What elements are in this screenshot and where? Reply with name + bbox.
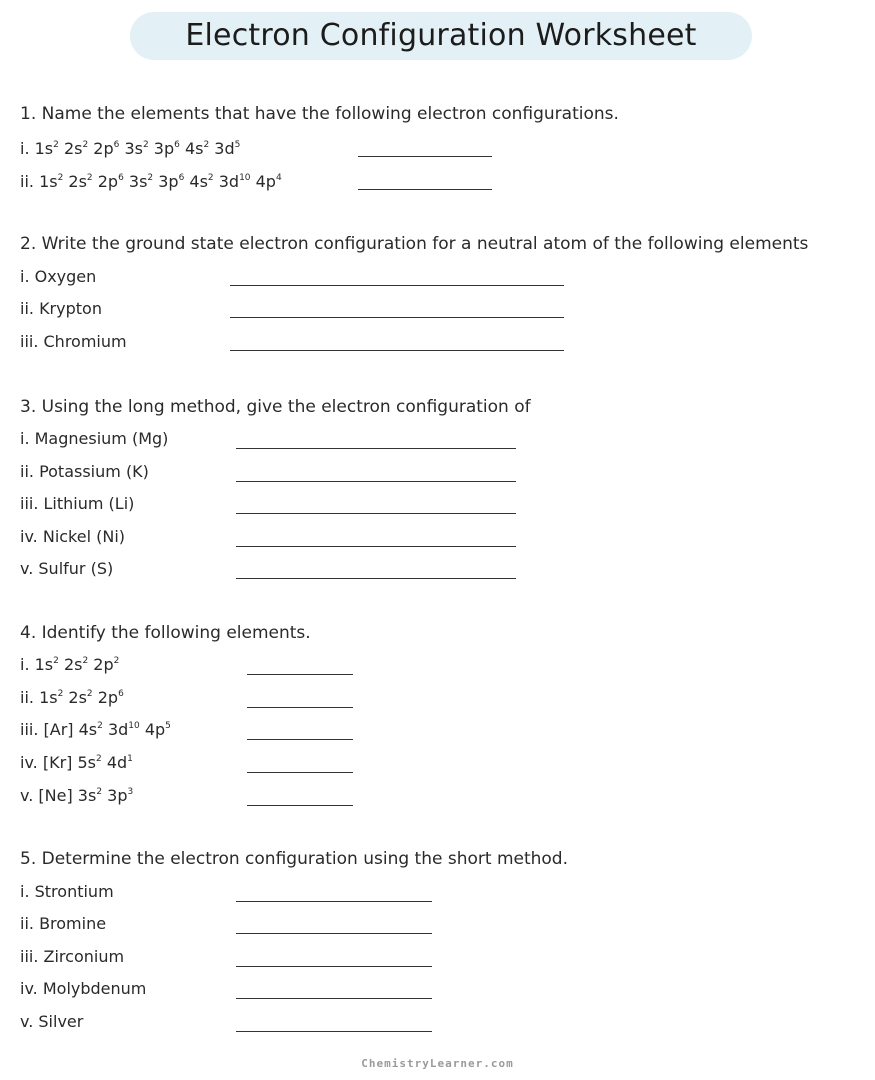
orbital-term: 4p xyxy=(250,172,276,191)
answer-blank[interactable] xyxy=(247,707,353,708)
electron-count: 2 xyxy=(53,655,59,666)
q4-item-5: v. [Ne] $3s^2$ $3p^3$ xyxy=(20,786,134,805)
q3-item-3: iii. Lithium (Li) xyxy=(20,494,135,513)
orbital-term: 2p xyxy=(88,139,114,158)
electron-count: 2 xyxy=(147,172,154,183)
q4-item-4: iv. [Kr] $5s^2$ $4d^1$ xyxy=(20,753,133,772)
q3-item-1: i. Magnesium (Mg) xyxy=(20,429,169,448)
answer-blank[interactable] xyxy=(236,481,516,482)
orbital-term: 2s xyxy=(58,139,83,158)
question-1-heading: 1. Name the elements that have the following electron configurations. xyxy=(20,104,619,124)
orbital-term: 1s xyxy=(34,139,54,158)
q5-item-4: iv. Molybdenum xyxy=(20,979,147,998)
question-5-heading: 5. Determine the electron configuration using the short method. xyxy=(20,849,569,869)
answer-blank[interactable] xyxy=(247,739,353,740)
q4-item-4-config xyxy=(43,753,133,772)
orbital-term: 4s xyxy=(184,172,208,191)
q5-item-1: i. Strontium xyxy=(20,882,114,901)
electron-count: 6 xyxy=(118,172,124,183)
orbital-term: 3d xyxy=(102,720,129,739)
electron-count: 2 xyxy=(96,786,103,797)
page-title: Electron Configuration Worksheet xyxy=(185,18,697,53)
orbital-term: 3s xyxy=(119,139,143,158)
electron-count: 6 xyxy=(174,139,180,150)
q1-item-2-config xyxy=(39,172,282,191)
orbital-term: 2s xyxy=(63,688,87,707)
answer-blank[interactable] xyxy=(230,317,564,318)
answer-blank[interactable] xyxy=(236,513,516,514)
electron-count: 2 xyxy=(53,139,59,150)
q1-item-1-config xyxy=(35,139,241,158)
q1-item-1: i. $1s^2$ $2s^2$ $2p^6$ $3s^2$ $3p^6$ $4s^2$ $3d^5$ xyxy=(20,139,241,158)
orbital-term: 4p xyxy=(139,720,166,739)
q4-item-3-config xyxy=(44,720,171,739)
electron-count: 4 xyxy=(275,172,282,183)
q3-item-5: v. Sulfur (S) xyxy=(20,559,114,578)
orbital-term: 1s xyxy=(39,172,58,191)
answer-blank[interactable] xyxy=(247,772,353,773)
answer-blank[interactable] xyxy=(247,674,353,675)
q2-item-2: ii. Krypton xyxy=(20,299,102,318)
answer-blank[interactable] xyxy=(236,448,516,449)
answer-blank[interactable] xyxy=(236,546,516,547)
electron-count: 2 xyxy=(57,172,64,183)
orbital-term: [Ne] 3s xyxy=(38,786,97,805)
orbital-term: 3p xyxy=(153,172,179,191)
electron-count: 10 xyxy=(239,172,251,183)
q5-item-5: v. Silver xyxy=(20,1012,84,1031)
electron-count: 5 xyxy=(165,720,171,731)
orbital-term: [Kr] 5s xyxy=(42,753,96,772)
electron-count: 2 xyxy=(86,172,93,183)
q3-item-4: iv. Nickel (Ni) xyxy=(20,527,126,546)
q2-item-1: i. Oxygen xyxy=(20,267,97,286)
q1-item-2: ii. $1s^2$ $2s^2$ $2p^6$ $3s^2$ $3p^6$ $4s^2$ $3d^{10}$ $4p^4$ xyxy=(20,172,282,191)
answer-blank[interactable] xyxy=(230,350,564,351)
electron-count: 3 xyxy=(127,786,134,797)
question-3-heading: 3. Using the long method, give the electron configuration of xyxy=(20,397,531,417)
answer-blank[interactable] xyxy=(236,966,432,967)
q4-item-3: iii. [Ar] $4s^2$ $3d^{10}$ $4p^5$ xyxy=(20,720,171,739)
q4-item-1: i. $1s^2$ $2s^2$ $2p^2$ xyxy=(20,655,120,674)
electron-count: 10 xyxy=(128,720,140,731)
q4-item-1-config xyxy=(35,655,120,674)
orbital-term: 1s xyxy=(34,655,54,674)
electron-count: 2 xyxy=(142,139,149,150)
electron-count: 2 xyxy=(113,655,120,666)
q4-item-2-config xyxy=(39,688,124,707)
electron-count: 2 xyxy=(203,139,210,150)
orbital-term: 2s xyxy=(63,172,87,191)
orbital-term: 3p xyxy=(102,786,128,805)
electron-count: 2 xyxy=(86,688,93,699)
electron-count: 1 xyxy=(127,753,133,764)
orbital-term: 4d xyxy=(101,753,128,772)
electron-count: 2 xyxy=(82,655,89,666)
electron-count: 5 xyxy=(234,139,241,150)
orbital-term: 3s xyxy=(123,172,148,191)
q3-item-2: ii. Potassium (K) xyxy=(20,462,149,481)
answer-blank[interactable] xyxy=(236,998,432,999)
electron-count: 6 xyxy=(113,139,120,150)
q5-item-2: ii. Bromine xyxy=(20,914,107,933)
answer-blank[interactable] xyxy=(358,189,492,190)
q4-item-5-config xyxy=(38,786,133,805)
orbital-term: 2p xyxy=(92,688,119,707)
answer-blank[interactable] xyxy=(236,901,432,902)
q2-item-3: iii. Chromium xyxy=(20,332,127,351)
q4-item-2: ii. $1s^2$ $2s^2$ $2p^6$ xyxy=(20,688,124,707)
electron-count: 6 xyxy=(118,688,124,699)
answer-blank[interactable] xyxy=(247,805,353,806)
orbital-term: 2s xyxy=(58,655,83,674)
question-4-heading: 4. Identify the following elements. xyxy=(20,623,311,643)
orbital-term: 1s xyxy=(39,688,58,707)
footer-source: ChemistryLearner.com xyxy=(361,1057,514,1070)
answer-blank[interactable] xyxy=(236,1031,432,1032)
orbital-term: 3p xyxy=(148,139,175,158)
orbital-term: 2p xyxy=(92,172,119,191)
answer-blank[interactable] xyxy=(236,933,432,934)
electron-count: 2 xyxy=(97,720,103,731)
orbital-term: 2p xyxy=(88,655,114,674)
answer-blank[interactable] xyxy=(236,578,516,579)
electron-count: 6 xyxy=(178,172,185,183)
question-2-heading: 2. Write the ground state electron configuration for a neutral atom of the following elements xyxy=(20,234,809,254)
answer-blank[interactable] xyxy=(230,285,564,286)
orbital-term: 4s xyxy=(179,139,204,158)
orbital-term: [Ar] 4s xyxy=(43,720,98,739)
electron-count: 2 xyxy=(96,753,102,764)
electron-count: 2 xyxy=(57,688,64,699)
electron-count: 2 xyxy=(207,172,214,183)
q5-item-3: iii. Zirconium xyxy=(20,947,125,966)
orbital-term: 3d xyxy=(213,172,240,191)
answer-blank[interactable] xyxy=(358,156,492,157)
electron-count: 2 xyxy=(82,139,89,150)
orbital-term: 3d xyxy=(209,139,235,158)
